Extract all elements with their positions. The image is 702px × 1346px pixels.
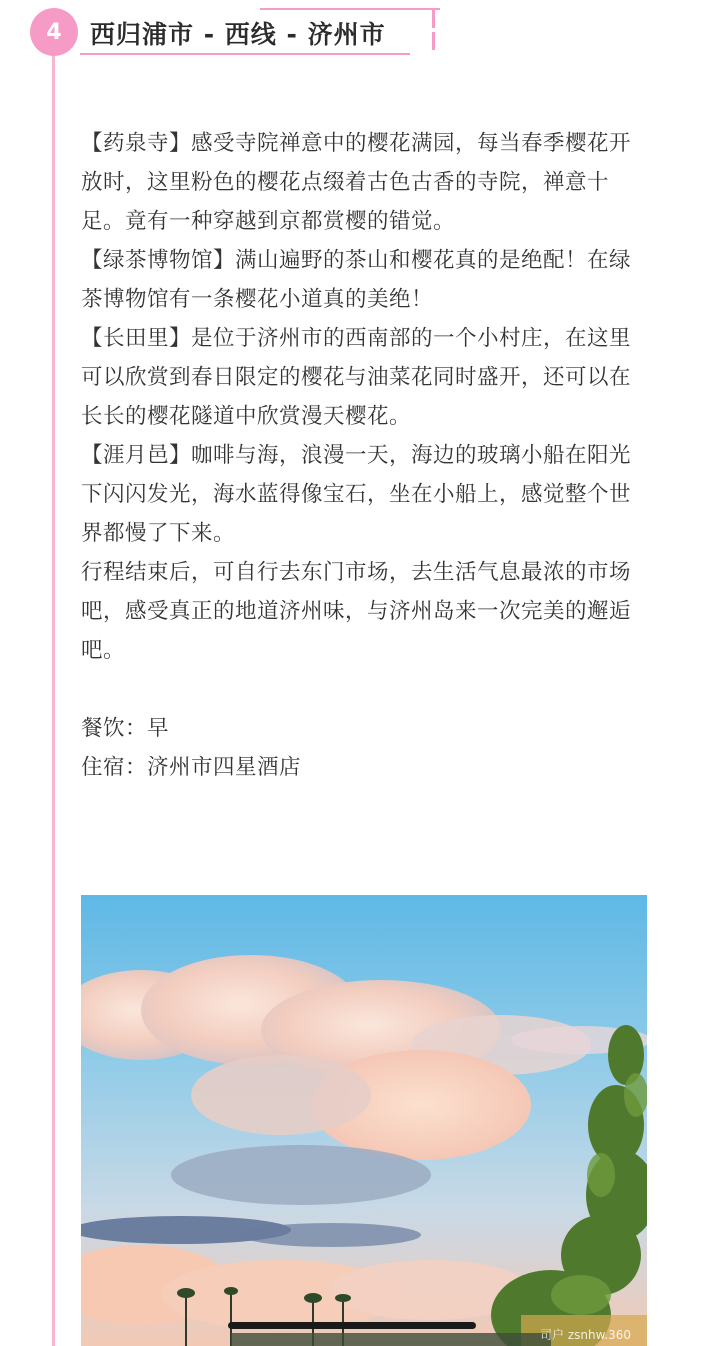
- day-header: [90, 6, 440, 56]
- paragraph-jangjeon-ri: 【长田里】是位于济州市的西南部的一个小村庄，在这里可以欣赏到春日限定的樱花与油菜花同时盛开，还可以在长长的樱花隧道中欣赏漫天樱花。: [81, 326, 632, 429]
- meals-info: 餐饮：早: [81, 716, 170, 741]
- header-underline: [80, 53, 410, 55]
- sky-photo: [81, 895, 647, 1346]
- header-decor-bars: [432, 10, 440, 54]
- watermark-text: 司户 zsnhw.360: [540, 1328, 632, 1342]
- paragraph-yakcheonsa: 【药泉寺】感受寺院禅意中的樱花满园，每当春季樱花开放时，这里粉色的樱花点缀着古色古香的寺院，禅意十足。竟有一种穿越到京都赏樱的错觉。: [81, 131, 632, 234]
- day-title: 西归浦市 - 西线 - 济州市: [90, 20, 386, 49]
- paragraph-green-tea-museum: 【绿茶博物馆】满山遍野的茶山和樱花真的是绝配！在绿茶博物馆有一条樱花小道真的美绝！: [81, 248, 632, 312]
- day-number-badge: [30, 8, 78, 56]
- itinerary-content: [81, 124, 647, 787]
- paragraph-aewol: 【涯月邑】咖啡与海，浪漫一天，海边的玻璃小船在阳光下闪闪发光，海水蓝得像宝石，坐在小船上，感觉整个世界都慢了下来。: [81, 443, 632, 546]
- timeline-line: [52, 50, 55, 1346]
- lodging-info: 住宿：济州市四星酒店: [81, 755, 302, 780]
- header-decor-line: [260, 8, 440, 10]
- home-indicator[interactable]: [228, 1322, 476, 1329]
- paragraph-after-trip: 行程结束后，可自行去东门市场，去生活气息最浓的市场吧，感受真正的地道济州味，与济州岛来一次完美的邂逅吧。: [81, 560, 632, 663]
- day-number: 4: [46, 19, 62, 45]
